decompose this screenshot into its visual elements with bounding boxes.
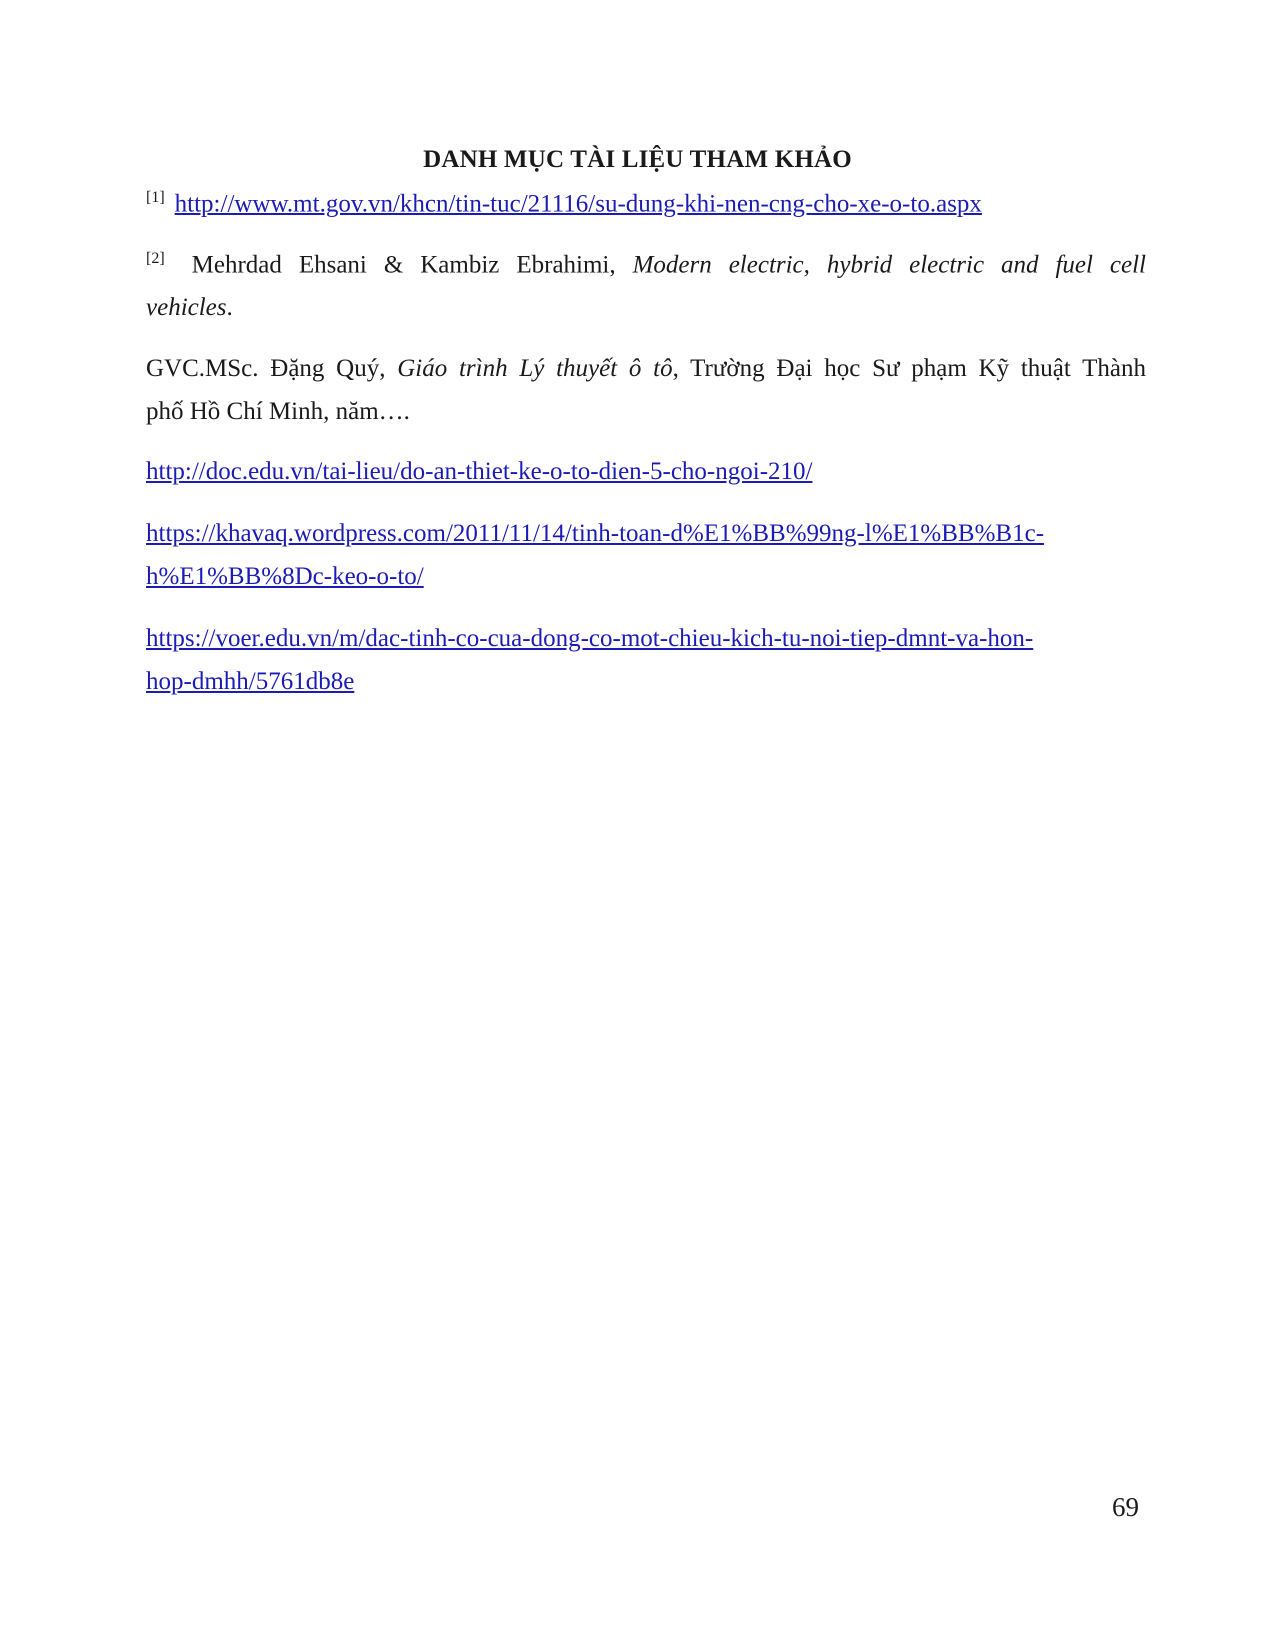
reference-2-title: Modern electric, hybrid electric and fuel cell <box>632 251 1147 279</box>
reference-3-line-2: phố Hồ Chí Minh, năm…. <box>146 398 410 425</box>
reference-3-publisher: , Trường Đại học Sư phạm Kỹ thuật Thành <box>672 355 1147 382</box>
reference-5-link[interactable]: https://khavaq.wordpress.com/2011/11/14/tinh-toan-d%E1%BB%99ng-l%E1%BB%B1c- <box>146 520 1045 547</box>
reference-6-line-1 <box>146 625 1033 653</box>
reference-2-title-cont: vehicles <box>146 294 227 321</box>
reference-2-authors: Mehrdad Ehsani & Kambiz Ebrahimi, <box>191 251 616 279</box>
reference-5-line-2 <box>146 563 424 591</box>
reference-1-link[interactable]: http://www.mt.gov.vn/khcn/tin-tuc/21116/su-dung-khi-nen-cng-cho-xe-o-to.aspx <box>174 190 982 218</box>
reference-number: [1] <box>146 189 165 206</box>
reference-1 <box>146 189 982 218</box>
reference-6-link-cont[interactable]: hop-dmhh/5761db8e <box>146 668 355 695</box>
reference-number: [2] <box>146 250 165 267</box>
reference-4-link[interactable]: http://doc.edu.vn/tai-lieu/do-an-thiet-ke-o-to-dien-5-cho-ngoi-210/ <box>146 458 813 485</box>
reference-3-title: Giáo trình Lý thuyết ô tô <box>397 355 673 382</box>
reference-5-line-1 <box>146 520 1044 548</box>
reference-3-author: GVC.MSc. Đặng Quý, <box>146 355 386 382</box>
reference-6-line-2 <box>146 668 354 696</box>
reference-2-line-2: vehicles. <box>146 294 233 321</box>
reference-3-line-1 <box>146 355 1146 383</box>
page-number: 69 <box>1112 1492 1139 1522</box>
reference-5-link-cont[interactable]: h%E1%BB%8Dc-keo-o-to/ <box>146 563 424 590</box>
reference-2-line-1 <box>146 250 1146 279</box>
reference-6-link[interactable]: https://voer.edu.vn/m/dac-tinh-co-cua-dong-co-mot-chieu-kich-tu-noi-tiep-dmnt-va-hon- <box>146 625 1034 652</box>
reference-4 <box>146 458 812 486</box>
page-title: DANH MỤC TÀI LIỆU THAM KHẢO <box>423 146 852 173</box>
